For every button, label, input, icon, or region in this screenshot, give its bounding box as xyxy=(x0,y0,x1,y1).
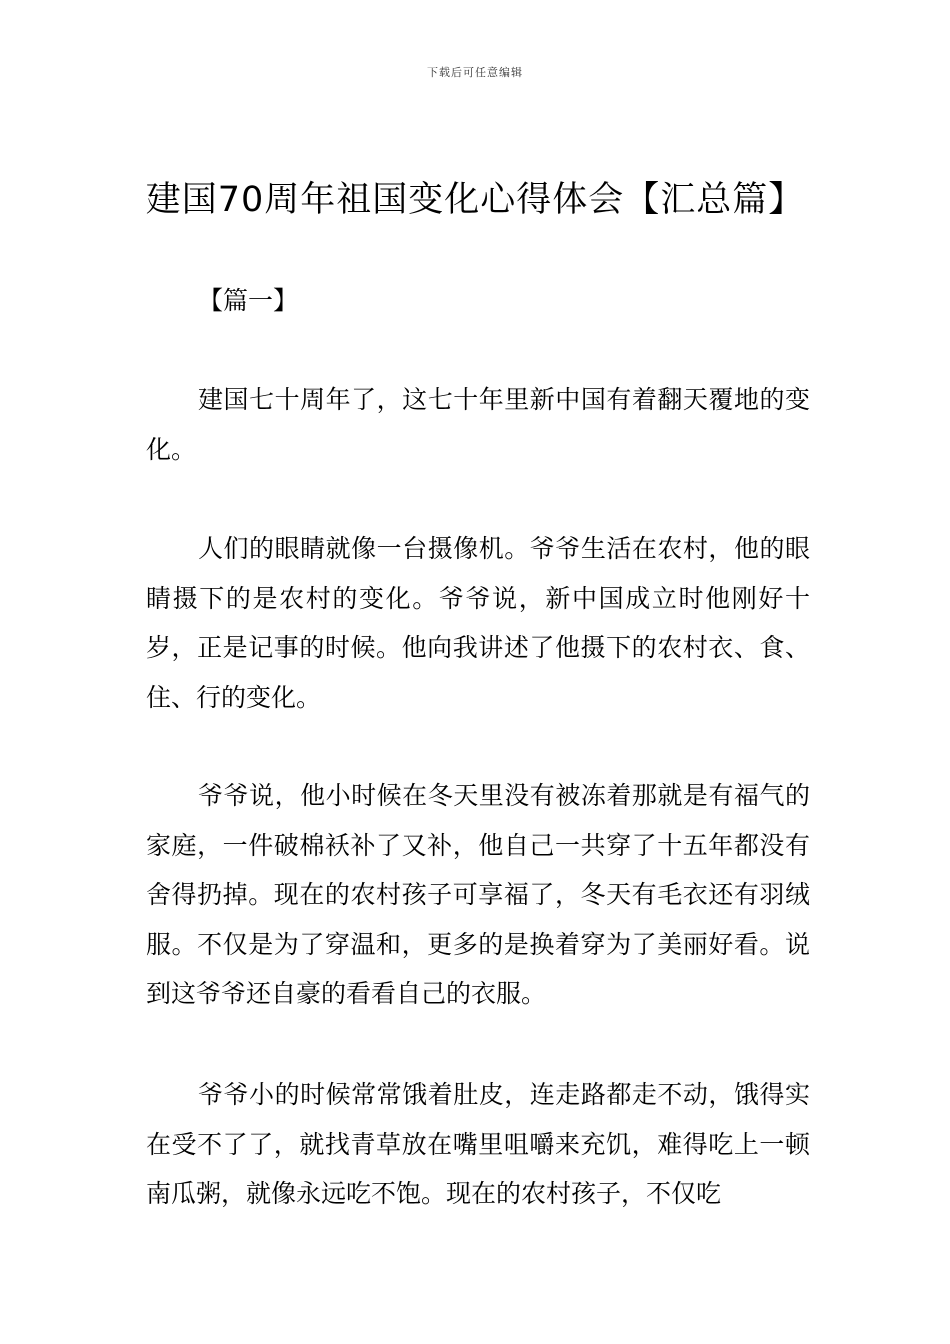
header-note: 下载后可任意编辑 xyxy=(427,66,523,79)
paragraph-1: 建国七十周年了，这七十年里新中国有着翻天覆地的变化。 xyxy=(146,385,810,464)
paragraph-3: 爷爷说，他小时候在冬天里没有被冻着那就是有福气的家庭，一件破棉袄补了又补，他自己一共穿了十五年都没有舍得扔掉。现在的农村孩子可享福了，冬天有毛衣还有羽绒服。不仅是为了穿温和，更多的是换着穿为了美丽好看。说到这爷爷还自豪的看看自己的衣服。 xyxy=(146,781,810,1008)
section-label: 【篇一】 xyxy=(198,286,299,315)
paragraph-2: 人们的眼睛就像一台摄像机。爷爷生活在农村，他的眼睛摄下的是农村的变化。爷爷说，新中国成立时他刚好十岁，正是记事的时候。他向我讲述了他摄下的农村衣、食、住、行的变化。 xyxy=(146,534,810,712)
paragraph-4: 爷爷小的时候常常饿着肚皮，连走路都走不动，饿得实在受不了了，就找青草放在嘴里咀嚼来充饥，难得吃上一顿南瓜粥，就像永远吃不饱。现在的农村孩子，不仅吃 xyxy=(146,1080,810,1208)
document-title: 建国70周年祖国变化心得体会【汇总篇】 xyxy=(145,180,805,220)
